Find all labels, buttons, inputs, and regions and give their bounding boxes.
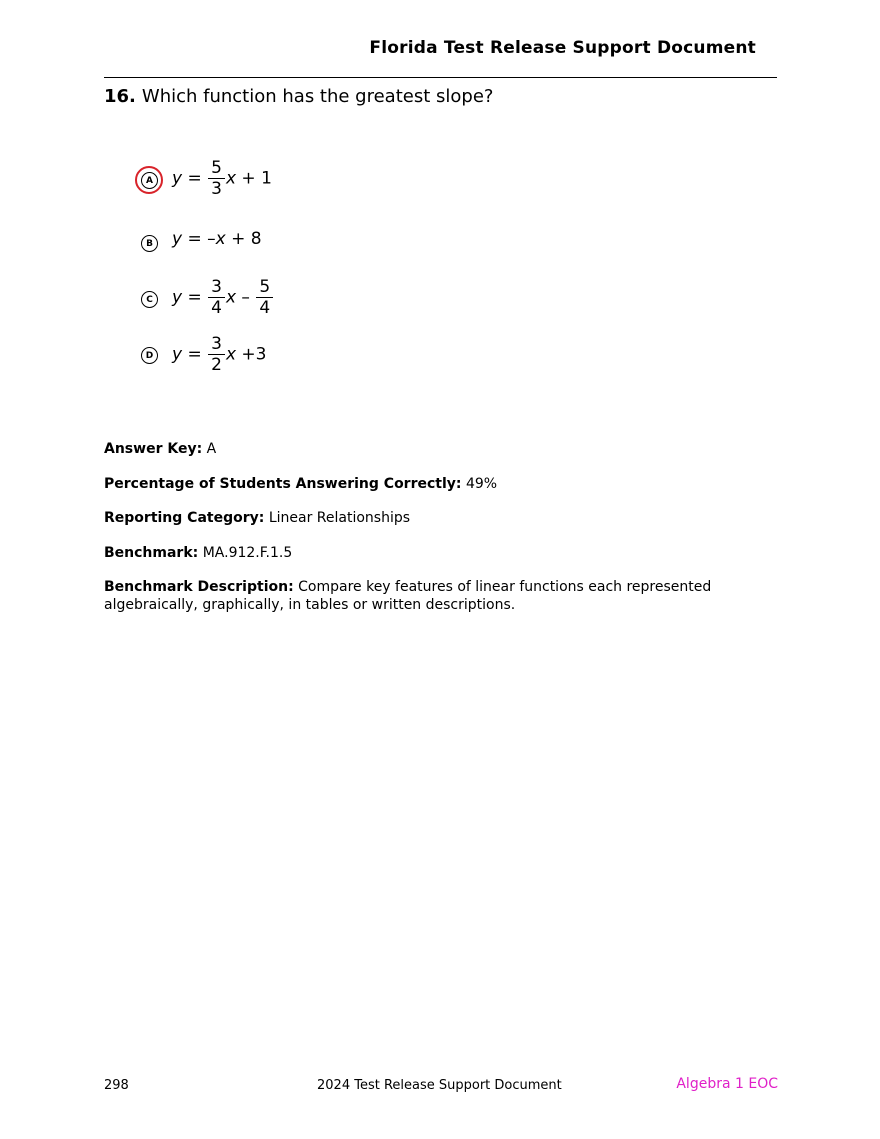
option-b[interactable] [134, 225, 354, 265]
option-d[interactable] [134, 334, 354, 374]
question [104, 86, 493, 107]
answer-key [104, 440, 764, 458]
percent-correct [104, 475, 764, 493]
constant-term: + 8 [231, 229, 262, 249]
option-d-equation [172, 334, 266, 375]
option-a[interactable] [134, 158, 354, 198]
equals: = [187, 287, 202, 308]
percent-label: Percentage of Students Answering Correctly: [104, 476, 462, 492]
benchmark [104, 544, 764, 562]
option-b-equation [172, 229, 262, 249]
var-y: y [172, 344, 183, 365]
description-label: Benchmark Description: [104, 579, 294, 595]
answer-key-label: Answer Key: [104, 441, 203, 457]
numerator: 5 [211, 158, 222, 178]
benchmark-description [104, 578, 764, 614]
denominator-2: 4 [256, 297, 273, 318]
constant-term: +3 [241, 344, 267, 365]
category-value: Linear Relationships [268, 510, 411, 526]
option-a-bubble[interactable]: A [141, 172, 158, 189]
numerator-2: 5 [259, 277, 271, 297]
footer-course: Algebra 1 EOC [676, 1076, 778, 1092]
equals: = [187, 168, 202, 189]
percent-value: 49% [465, 476, 498, 492]
numerator: 3 [211, 334, 222, 354]
minus-sign: – [241, 287, 250, 308]
var-x: x [225, 344, 237, 365]
equals: = [187, 229, 202, 249]
denominator: 2 [208, 354, 225, 375]
constant-term: + 1 [241, 168, 272, 189]
option-b-bubble[interactable]: B [141, 235, 158, 252]
option-c-bubble[interactable]: C [141, 291, 158, 308]
header-rule [104, 77, 777, 78]
answer-key-value: A [206, 441, 217, 457]
negative-sign: – [207, 229, 216, 249]
fraction [208, 158, 225, 199]
benchmark-label: Benchmark: [104, 545, 199, 561]
denominator: 3 [208, 178, 225, 199]
fraction [208, 334, 225, 375]
option-d-bubble[interactable]: D [141, 347, 158, 364]
option-c-equation [172, 277, 274, 318]
var-y: y [172, 229, 183, 249]
question-number: 16. [104, 86, 136, 107]
fraction-2 [256, 277, 273, 318]
option-c[interactable] [134, 277, 354, 317]
benchmark-value: MA.912.F.1.5 [202, 545, 293, 561]
category-label: Reporting Category: [104, 510, 265, 526]
reporting-category [104, 509, 764, 527]
numerator: 3 [211, 277, 222, 297]
var-x: x [225, 287, 237, 308]
header-title: Florida Test Release Support Document [369, 38, 756, 58]
question-text: Which function has the greatest slope? [141, 86, 494, 107]
var-y: y [172, 168, 183, 189]
denominator: 4 [208, 297, 225, 318]
fraction [208, 277, 225, 318]
footer-page-number: 298 [104, 1078, 129, 1093]
var-x: x [215, 229, 226, 249]
equals: = [187, 344, 202, 365]
description-value: Compare key features of linear functions each represented algebraically, graphically, in tables or written descriptions. [104, 579, 712, 613]
footer-doc-title: 2024 Test Release Support Document [317, 1078, 562, 1093]
var-x: x [225, 168, 237, 189]
var-y: y [172, 287, 183, 308]
option-a-equation [172, 158, 272, 199]
